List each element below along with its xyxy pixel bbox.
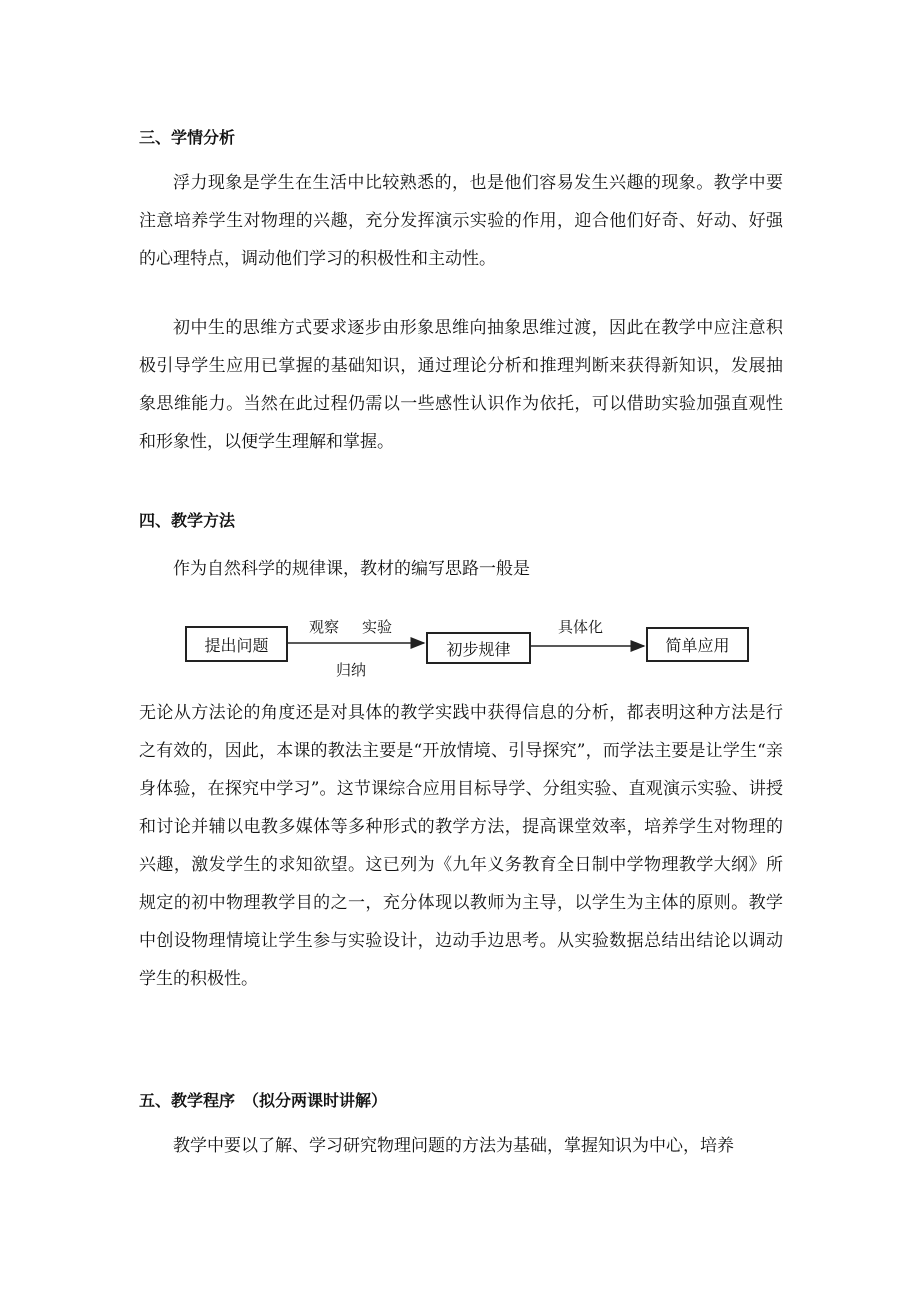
section-heading-4: 四、教学方法 — [139, 511, 236, 530]
label-concretize: 具体化 — [558, 618, 604, 636]
paragraph-student-analysis-2: 初中生的思维方式要求逐步由形象思维向抽象思维过渡，因此在教学中应注意积极引导学生应用已掌握的基础知识，通过理论分析和推理判断来获得新知识，发展抽象思维能力。当然在此过程仍需以一些感性认识作为依托，可以借助实验加强直观性和形象性，以便学生理解和掌握。 — [139, 318, 783, 452]
flow-box-simple-application: 简单应用 — [646, 627, 749, 662]
paragraph-teaching-procedure: 教学中要以了解、学习研究物理问题的方法为基础，掌握知识为中心，培养 — [173, 1136, 734, 1156]
paragraph-teaching-method: 无论从方法论的角度还是对具体的教学实践中获得信息的分析，都表明这种方法是行之有效的，因此，本课的教法主要是“开放情境、引导探究”，而学法主要是让学生“亲身体验，在探究中学习”。这节课综合应用目标导学、分组实验、直观演示实验、讲授和讨论并辅以电教多媒体等多种形式的教学方法，提高课堂效率，培养学生对物理的兴趣，激发学生的求知欲望。这已列为《九年义务教育全日制中学物理教学大纲》所规定的初中物理教学目的之一，充分体现以教师为主导，以学生为主体的原则。教学中创设物理情境让学生参与实验设计，边动手边思考。从实验数据总结出结论以调动学生的积极性。 — [139, 703, 783, 989]
label-induce: 归纳 — [336, 661, 367, 679]
method-intro-line: 作为自然科学的规律课，教材的编写思路一般是 — [173, 559, 530, 579]
section-heading-3: 三、学情分析 — [139, 128, 236, 147]
label-observe: 观察 — [309, 618, 340, 636]
label-experiment: 实验 — [362, 618, 393, 636]
paragraph-student-analysis-1: 浮力现象是学生在生活中比较熟悉的，也是他们容易发生兴趣的现象。教学中要注意培养学生对物理的兴趣，充分发挥演示实验的作用，迎合他们好奇、好动、好强的心理特点，调动他们学习的积极性和主动性。 — [139, 173, 783, 269]
section-heading-5: 五、教学程序 （拟分两课时讲解） — [139, 1091, 388, 1110]
flow-box-pose-question: 提出问题 — [185, 626, 288, 662]
flow-box-preliminary-law: 初步规律 — [426, 632, 531, 664]
flow-diagram — [185, 612, 755, 682]
